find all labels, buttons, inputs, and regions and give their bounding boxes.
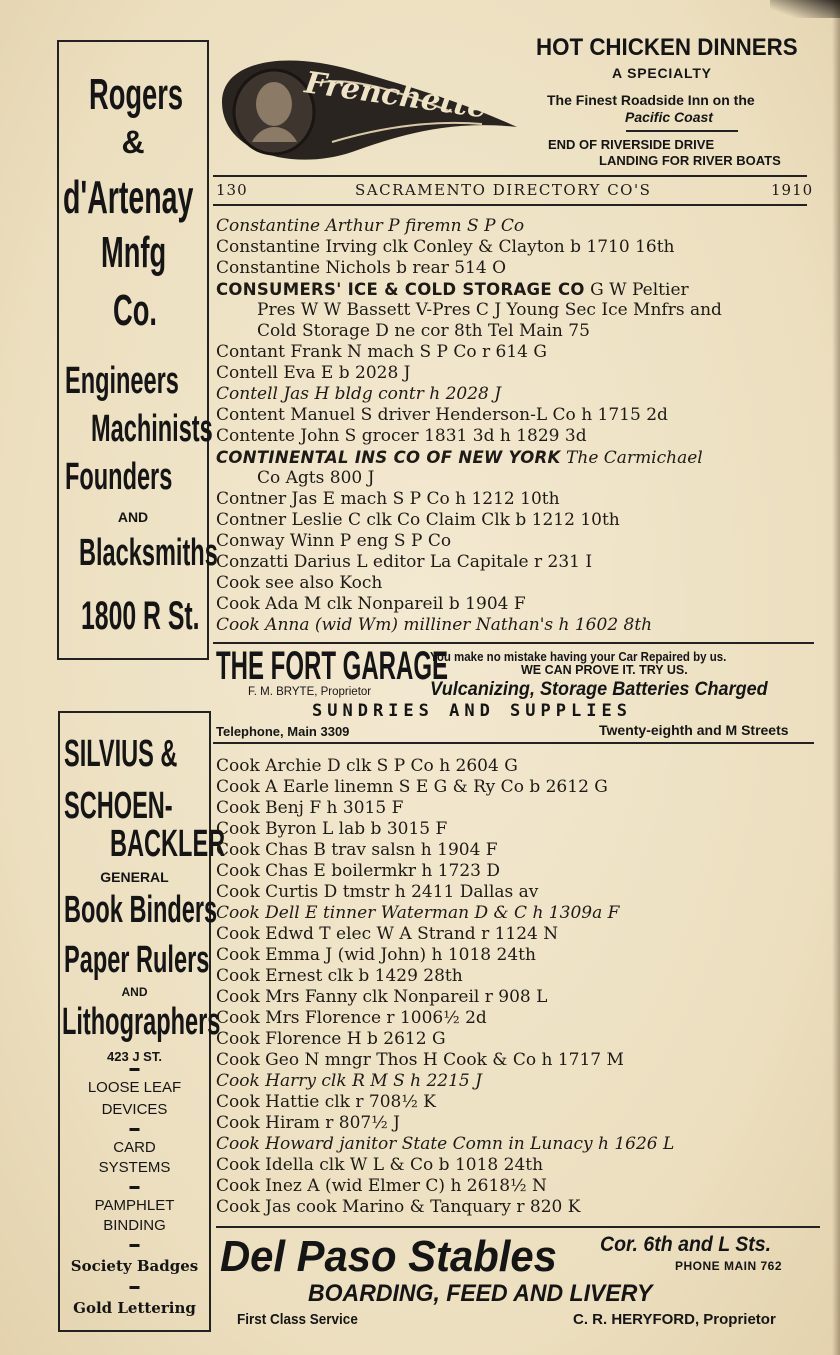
- directory-entry: Cook Byron L lab b 3015 F: [216, 819, 448, 839]
- directory-entry: Cook Inez A (wid Elmer C) h 2618½ N: [216, 1176, 547, 1196]
- directory-entry: Cook A Earle linemn S E G & Ry Co b 2612 G: [216, 777, 608, 797]
- garage-slogan-2: WE CAN PROVE IT. TRY US.: [521, 663, 688, 677]
- stables-proprietor: C. R. HERYFORD, Proprietor: [573, 1311, 776, 1328]
- directory-entry: Conway Winn P eng S P Co: [216, 531, 452, 551]
- separator-ornament: ▬: [129, 1123, 140, 1134]
- directory-entry: Cook Emma J (wid John) h 1018 24th: [216, 945, 536, 965]
- directory-entry: Constantine Irving clk Conley & Clayton b 1710 16th: [216, 237, 675, 257]
- consumers-ice-name: CONSUMERS' ICE & COLD STORAGE CO: [216, 280, 585, 299]
- directory-entry: Cook Ernest clk b 1429 28th: [216, 966, 463, 986]
- directory-entry: Cook Howard janitor State Comn in Lunacy h 1626 L: [216, 1134, 675, 1154]
- hot-chicken-headline: HOT CHICKEN DINNERS: [536, 34, 798, 61]
- directory-entry: Cook Mrs Fanny clk Nonpareil r 908 L: [216, 987, 548, 1007]
- header-bottom-rule: [213, 204, 807, 206]
- stables-services: BOARDING, FEED AND LIVERY: [308, 1280, 653, 1307]
- fort-garage-name: THE FORT GARAGE: [216, 644, 449, 688]
- rogers-service-engineers: Engineers: [65, 360, 179, 402]
- rogers-dartenay-ad: [57, 40, 218, 660]
- directory-entry: Contant Frank N mach S P Co r 614 G: [216, 342, 547, 362]
- rogers-and: AND: [117, 509, 149, 525]
- stables-ad-top-rule: [216, 1226, 820, 1228]
- directory-entry: Cook Edwd T elec W A Strand r 1124 N: [216, 924, 559, 944]
- directory-entry: Cook Archie D clk S P Co h 2604 G: [216, 756, 518, 776]
- del-paso-stables-name: Del Paso Stables: [220, 1232, 557, 1281]
- consumers-ice-officer: G W Peltier: [584, 280, 689, 300]
- silvius-item-devices: DEVICES: [101, 1101, 168, 1118]
- page-year: 1910: [771, 181, 814, 199]
- specialty-text: A SPECIALTY: [612, 65, 712, 81]
- directory-entry: Cook see also Koch: [216, 573, 383, 593]
- rogers-name-line1: Rogers: [89, 70, 183, 119]
- directory-entry-continued: Co Agts 800 J: [257, 468, 375, 488]
- continental-ins-agent: The Carmichael: [560, 448, 703, 468]
- rogers-service-blacksmiths: Blacksmiths: [79, 532, 218, 574]
- directory-entry: Content Manuel S driver Henderson-L Co h 1715 2d: [216, 405, 668, 425]
- inn-logo-script: Frenchette: [302, 65, 489, 126]
- directory-entry: Cook Ada M clk Nonpareil b 1904 F: [216, 594, 526, 614]
- silvius-name-line3: BACKLER: [110, 823, 226, 865]
- continental-ins-name: CONTINENTAL INS CO OF NEW YORK: [216, 448, 561, 467]
- page-number: 130: [216, 181, 248, 199]
- roadside-inn-logo: [212, 42, 522, 172]
- silvius-item-card: CARD: [113, 1139, 156, 1156]
- directory-entry: Constantine Arthur P firemn S P Co: [216, 216, 525, 236]
- silvius-paper-rulers: Paper Rulers: [64, 939, 210, 981]
- directory-entry: Cook Chas B trav salsn h 1904 F: [216, 840, 498, 860]
- page-spine-shadow: [832, 0, 840, 1355]
- directory-entry-continued: Cold Storage D ne cor 8th Tel Main 75: [257, 321, 590, 341]
- silvius-lithographers: Lithographers: [62, 1001, 221, 1043]
- garage-services: Vulcanizing, Storage Batteries Charged: [430, 679, 768, 700]
- stables-corner: Cor. 6th and L Sts.: [600, 1233, 772, 1256]
- garage-proprietor: F. M. BRYTE, Proprietor: [248, 686, 372, 698]
- garage-supplies: SUNDRIES AND SUPPLIES: [312, 701, 632, 721]
- directory-entry: Conzatti Darius L editor La Capitale r 231 I: [216, 552, 593, 572]
- garage-address: Twenty-eighth and M Streets: [599, 722, 789, 738]
- silvius-item-pamphlet: PAMPHLET: [94, 1197, 175, 1214]
- silvius-book-binders: Book Binders: [64, 889, 218, 931]
- rogers-name-line3: Mnfg: [101, 228, 167, 277]
- directory-entry: Cook Curtis D tmstr h 2411 Dallas av: [216, 882, 539, 902]
- finest-inn-tagline: The Finest Roadside Inn on the: [547, 92, 755, 108]
- silvius-and: AND: [121, 985, 148, 999]
- silvius-item-society-badges: Society Badges: [70, 1257, 199, 1275]
- directory-entry: Cook Dell E tinner Waterman D & C h 1309a F: [216, 903, 620, 923]
- directory-entry: Cook Hiram r 807½ J: [216, 1113, 400, 1133]
- silvius-item-gold-lettering: Gold Lettering: [73, 1299, 196, 1317]
- rogers-address: 1800 R St.: [81, 594, 200, 638]
- directory-entry: Cook Mrs Florence r 1006½ 2d: [216, 1008, 487, 1028]
- directory-entry: Cook Chas E boilermkr h 1723 D: [216, 861, 500, 881]
- directory-entry: Contell Jas H bldg contr h 2028 J: [216, 384, 502, 404]
- directory-entry: Cook Florence H b 2612 G: [216, 1029, 446, 1049]
- silvius-item-loose-leaf: LOOSE LEAF: [87, 1079, 182, 1096]
- directory-entry: Contner Leslie C clk Co Claim Clk b 1212 10th: [216, 510, 620, 530]
- garage-slogan-1: You make no mistake having your Car Repaired by us.: [430, 650, 727, 664]
- separator-ornament: ▬: [129, 1281, 140, 1292]
- silvius-general: GENERAL: [100, 869, 169, 885]
- river-boats-text: LANDING FOR RIVER BOATS: [599, 153, 781, 168]
- directory-entry: Cook Jas cook Marino & Tanquary r 820 K: [216, 1197, 581, 1217]
- silvius-address: 423 J ST.: [107, 1049, 162, 1064]
- separator-ornament: ▬: [129, 1063, 140, 1074]
- directory-entry: Cook Geo N mngr Thos H Cook & Co h 1717 M: [216, 1050, 624, 1070]
- directory-entry: [216, 279, 689, 301]
- separator-ornament: ▬: [129, 1239, 140, 1250]
- divider-rule: [626, 130, 738, 132]
- directory-entry: Cook Harry clk R M S h 2215 J: [216, 1071, 482, 1091]
- riverside-drive-text: END OF RIVERSIDE DRIVE: [548, 137, 715, 152]
- rogers-service-machinists: Machinists: [91, 408, 213, 450]
- directory-entry: Cook Anna (wid Wm) milliner Nathan's h 1602 8th: [216, 615, 653, 635]
- separator-ornament: ▬: [129, 1181, 140, 1192]
- pacific-coast-tagline: Pacific Coast: [625, 109, 713, 125]
- page-corner-shadow: [770, 0, 840, 18]
- stables-quality: First Class Service: [237, 1311, 358, 1328]
- page-title: SACRAMENTO DIRECTORY CO'S: [355, 181, 652, 199]
- rogers-ampersand: &: [121, 124, 145, 160]
- directory-entry: [216, 447, 703, 469]
- rogers-name-line4: Co.: [113, 286, 157, 335]
- silvius-item-binding: BINDING: [103, 1217, 166, 1234]
- rogers-service-founders: Founders: [65, 456, 173, 498]
- directory-entry: Cook Hattie clk r 708½ K: [216, 1092, 436, 1112]
- silvius-item-systems: SYSTEMS: [98, 1159, 171, 1176]
- silvius-name-line2: SCHOEN-: [64, 785, 173, 827]
- directory-entry: Contell Eva E b 2028 J: [216, 363, 411, 383]
- silvius-schoenbackler-ad: [58, 711, 226, 1332]
- directory-entry: Contner Jas E mach S P Co h 1212 10th: [216, 489, 560, 509]
- silvius-name-line1: SILVIUS &: [64, 733, 178, 775]
- header-top-rule: [213, 175, 807, 177]
- rogers-name-line2: d'Artenay: [63, 171, 194, 223]
- garage-ad-bottom-rule: [213, 742, 814, 744]
- garage-telephone: Telephone, Main 3309: [216, 724, 350, 739]
- directory-entry-continued: Pres W W Bassett V-Pres C J Young Sec Ice Mnfrs and: [257, 300, 722, 320]
- directory-entry: Contente John S grocer 1831 3d h 1829 3d: [216, 426, 587, 446]
- directory-entry: Cook Idella clk W L & Co b 1018 24th: [216, 1155, 544, 1175]
- directory-entry: Constantine Nichols b rear 514 O: [216, 258, 507, 278]
- directory-entry: Cook Benj F h 3015 F: [216, 798, 404, 818]
- stables-phone: PHONE MAIN 762: [675, 1259, 783, 1273]
